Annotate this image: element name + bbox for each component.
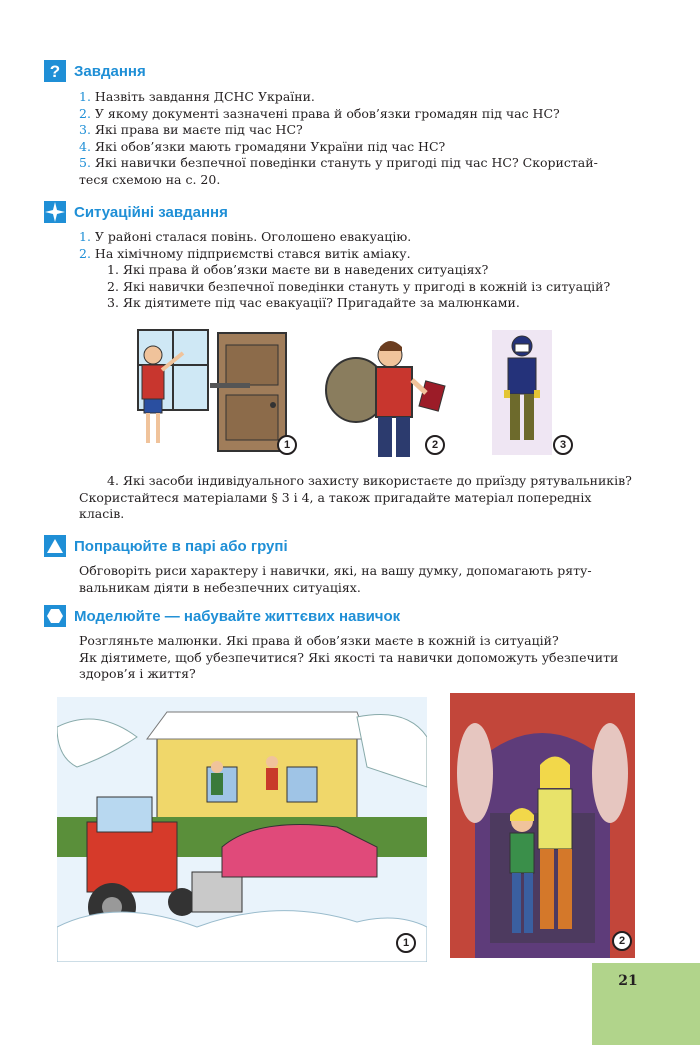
hexagon-icon bbox=[44, 605, 66, 627]
page-number-box bbox=[592, 963, 700, 1045]
pair-text bbox=[79, 563, 644, 596]
svg-text:?: ? bbox=[49, 62, 61, 81]
pair-section-header bbox=[44, 535, 288, 557]
evacuation-picture-3 bbox=[492, 330, 552, 455]
triangle-icon bbox=[44, 535, 66, 557]
model-title: Моделюйте — набувайте життєвих навичок bbox=[74, 607, 401, 625]
paragraph-line: Розгляньте малюнки. Які права й обов’язки маєте в кожній із ситуацій? bbox=[79, 633, 559, 648]
situational-followup bbox=[79, 473, 644, 523]
list-item: 1. У районі сталася повінь. Оголошено евакуацію. bbox=[79, 229, 412, 244]
question-item: 2. Які навички безпечної поведінки стануть у пригоді в кожній із ситуацій? bbox=[107, 278, 611, 294]
winter-scene-picture bbox=[57, 697, 427, 962]
picture-number-badge: 2 bbox=[612, 931, 632, 951]
page-number: 21 bbox=[618, 973, 638, 989]
question-item: 1. Які права й обов’язки маєте ви в наведених ситуаціях? bbox=[107, 262, 489, 278]
picture-number-badge: 1 bbox=[396, 933, 416, 953]
list-item: 5. Які навички безпечної поведінки стануть у пригоді під час НС? Скористай- bbox=[79, 155, 598, 171]
situational-title: Ситуаційні завдання bbox=[74, 203, 228, 221]
situational-list bbox=[79, 229, 644, 312]
paragraph-line: Як діятимете, щоб убезпечитися? Які якості та навички допоможуть убезпечити bbox=[79, 649, 619, 665]
model-section-header bbox=[44, 605, 400, 627]
situational-section-header bbox=[44, 201, 228, 223]
note-text: Скористайтеся матеріалами § 3 і 4, а також пригадайте матеріал попередніх bbox=[79, 489, 592, 505]
model-text bbox=[79, 633, 644, 683]
task-title: Завдання bbox=[74, 62, 146, 80]
list-item: 3. Які права ви маєте під час НС? bbox=[79, 122, 303, 138]
task-list bbox=[79, 89, 644, 189]
list-item-continuation: теся схемою на с. 20. bbox=[79, 171, 221, 187]
question-item: 4. Які засоби індивідуального захисту використаєте до приїзду рятувальників? bbox=[107, 473, 632, 488]
compass-star-icon bbox=[44, 201, 66, 223]
picture-number-badge: 1 bbox=[277, 435, 297, 455]
paragraph-line: Обговоріть риси характеру і навички, які, на вашу думку, допомагають ряту- bbox=[79, 563, 592, 578]
list-item: 1. Назвіть завдання ДСНС України. bbox=[79, 89, 315, 104]
paragraph-line: здоров’я і життя? bbox=[79, 666, 196, 682]
note-text: класів. bbox=[79, 506, 125, 522]
question-item: 3. Як діятимете під час евакуації? Пригадайте за малюнками. bbox=[107, 295, 520, 311]
list-item: 2. У якому документі зазначені права й обов’язки громадян під час НС? bbox=[79, 105, 560, 121]
picture-number-badge: 2 bbox=[425, 435, 445, 455]
shelter-scene-picture bbox=[450, 693, 635, 958]
question-icon bbox=[44, 60, 66, 82]
task-section-header bbox=[44, 60, 146, 82]
paragraph-line: вальникам діяти в небезпечних ситуаціях. bbox=[79, 579, 361, 595]
picture-number-badge: 3 bbox=[553, 435, 573, 455]
evacuation-picture-1 bbox=[128, 325, 303, 455]
list-item: 2. На хімічному підприємстві стався витік аміаку. bbox=[79, 245, 411, 261]
list-item: 4. Які обов’язки мають громадяни України під час НС? bbox=[79, 138, 446, 154]
pair-title: Попрацюйте в парі або групі bbox=[74, 537, 288, 555]
